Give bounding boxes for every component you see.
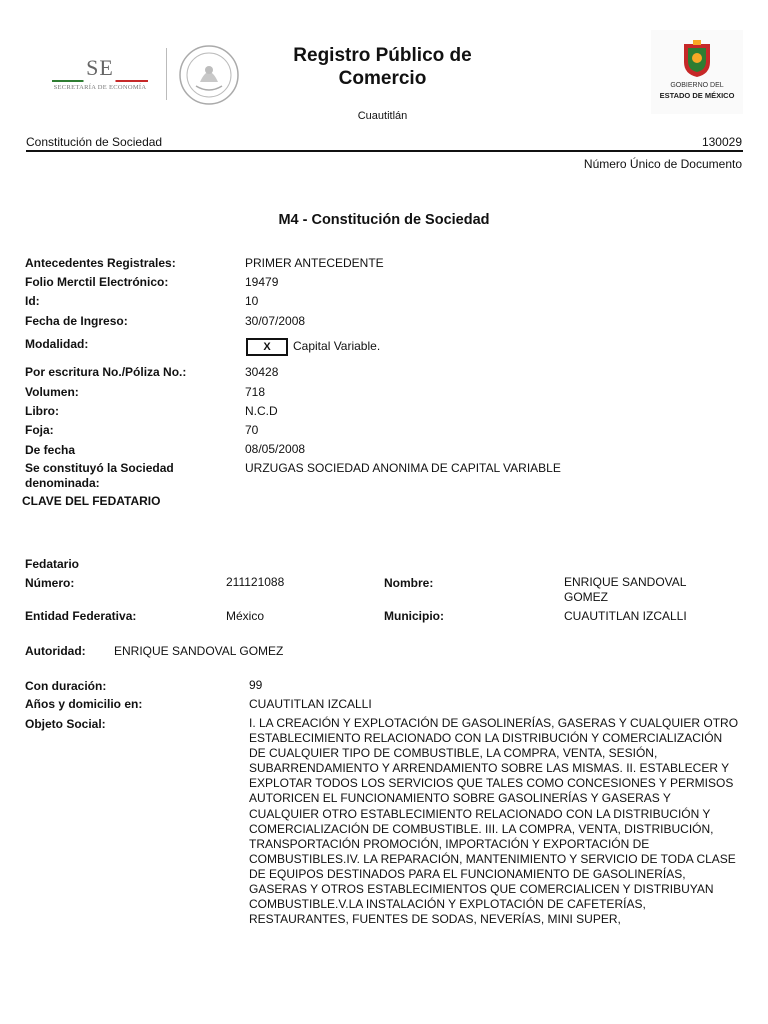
- logo-divider: [166, 48, 167, 100]
- national-seal-icon: [178, 44, 240, 106]
- entidad-value: México: [226, 609, 265, 623]
- edomex-logo-line1: GOBIERNO DEL: [670, 82, 724, 89]
- duracion-label: Con duración:: [25, 679, 107, 693]
- autoridad-value: ENRIQUE SANDOVAL GOMEZ: [114, 644, 284, 658]
- fecha-ingreso-value: 30/07/2008: [245, 314, 306, 328]
- autoridad-label: Autoridad:: [25, 644, 86, 658]
- escritura-label: Por escritura No./Póliza No.:: [25, 365, 187, 379]
- de-fecha-label: De fecha: [25, 443, 76, 457]
- se-logo-stripe: [52, 80, 148, 82]
- clave-fedatario-label: CLAVE DEL FEDATARIO: [22, 494, 161, 508]
- foja-value: 70: [245, 423, 259, 437]
- municipio-label: Municipio:: [384, 609, 444, 623]
- edomex-emblem-icon: [682, 40, 712, 78]
- id-value: 10: [245, 294, 259, 308]
- modalidad-value: Capital Variable.: [293, 339, 381, 353]
- fedatario-nombre-label: Nombre:: [384, 576, 434, 590]
- de-fecha-value: 08/05/2008: [245, 442, 306, 456]
- section-title: M4 - Constitución de Sociedad: [278, 212, 490, 228]
- document-kind: Constitución de Sociedad: [26, 135, 163, 149]
- antecedentes-value: PRIMER ANTECEDENTE: [245, 256, 384, 270]
- duracion-value: 99: [249, 678, 263, 692]
- document-number-label: Número Único de Documento: [583, 157, 742, 171]
- fedatario-heading: Fedatario: [25, 557, 80, 571]
- domicilio-value: CUAUTITLAN IZCALLI: [249, 697, 372, 711]
- se-logo-text: SE: [86, 55, 114, 80]
- escritura-value: 30428: [245, 365, 279, 379]
- edomex-logo-line2: ESTADO DE MÉXICO: [659, 91, 735, 100]
- page-title: Registro Público de Comercio: [293, 45, 472, 89]
- libro-label: Libro:: [25, 404, 59, 418]
- modalidad-label: Modalidad:: [25, 337, 89, 351]
- sociedad-label: Se constituyó la Sociedad denominada:: [25, 461, 174, 490]
- fedatario-nombre-value: ENRIQUE SANDOVAL GOMEZ: [564, 575, 687, 604]
- municipio-value: CUAUTITLAN IZCALLI: [564, 609, 687, 623]
- sociedad-value: URZUGAS SOCIEDAD ANONIMA DE CAPITAL VARIABLE: [245, 461, 561, 475]
- folio-label: Folio Merctil Electrónico:: [25, 275, 169, 289]
- objeto-social-label: Objeto Social:: [25, 717, 106, 731]
- folio-value: 19479: [245, 275, 279, 289]
- fedatario-numero-value: 211121088: [226, 575, 285, 589]
- antecedentes-label: Antecedentes Registrales:: [25, 256, 176, 270]
- id-label: Id:: [25, 294, 40, 308]
- foja-label: Foja:: [25, 423, 54, 437]
- objeto-social-value: I. LA CREACIÓN Y EXPLOTACIÓN DE GASOLINERÍAS, GASERAS Y CUALQUIER OTRO ESTABLECIMIENTO RELACIONADO CON LA DISTRIBUCIÓN Y COMERCIALIZACIÓN DE CUALQUIER TIPO DE COMBUSTIBLE, LA COMPRA, VENTA, SESIÓN, SUBARRENDAMIENTO Y ARRENDAMIENTO SOBRE LAS MISMAS. II. ESTABLECER Y EXPLOTAR TODOS LOS SERVICIOS QUE TALES COMO CONCESIONES Y PERMISOS AUTORICEN EL FUNCIONAMIENTO SOBRE GASOLINERÍAS Y GASERAS Y CUALQUIER OTRO ESTABLECIMIENTO RELACIONADO CON LA DISTRIBUCIÓN Y COMERCIALIZACIÓN DE COMBUSTIBLE. III. LA COMPRA, VENTA, DISTRIBUCIÓN, TRANSPORTACIÓN PROMOCIÓN, IMPORTACIÓN Y EXPORTACIÓN DE COMBUSTIBLES.IV. LA REPARACIÓN, MANTENIMIENTO Y SERVICIO DE TODA CLASE DE EQUIPOS DESTINADOS PARA EL FUNCIONAMIENTO DE GASOLINERÍAS, GASERAS Y OTROS ESTABLECIMIENTOS QUE COMERCIALICEN Y DISTRIBUYAN COMBUSTIBLE.V.LA INSTALACIÓN Y EXPLOTACIÓN DE CAFETERÍAS, RESTAURANTES, FUENTES DE SODAS, NEVERÍAS, MINI SUPER,: [249, 716, 739, 927]
- office-location: Cuautitlán: [357, 110, 408, 122]
- volumen-value: 718: [245, 385, 266, 399]
- entidad-label: Entidad Federativa:: [25, 609, 137, 623]
- domicilio-label: Años y domicilio en:: [25, 697, 143, 711]
- modalidad-checkbox: X: [246, 338, 288, 356]
- se-logo-subtitle: SECRETARÍA DE ECONOMÍA: [53, 84, 147, 91]
- header-rule: [26, 150, 743, 152]
- document-number: 130029: [701, 135, 742, 149]
- fedatario-numero-label: Número:: [25, 576, 75, 590]
- volumen-label: Volumen:: [25, 385, 79, 399]
- fecha-ingreso-label: Fecha de Ingreso:: [25, 314, 128, 328]
- libro-value: N.C.D: [245, 404, 278, 418]
